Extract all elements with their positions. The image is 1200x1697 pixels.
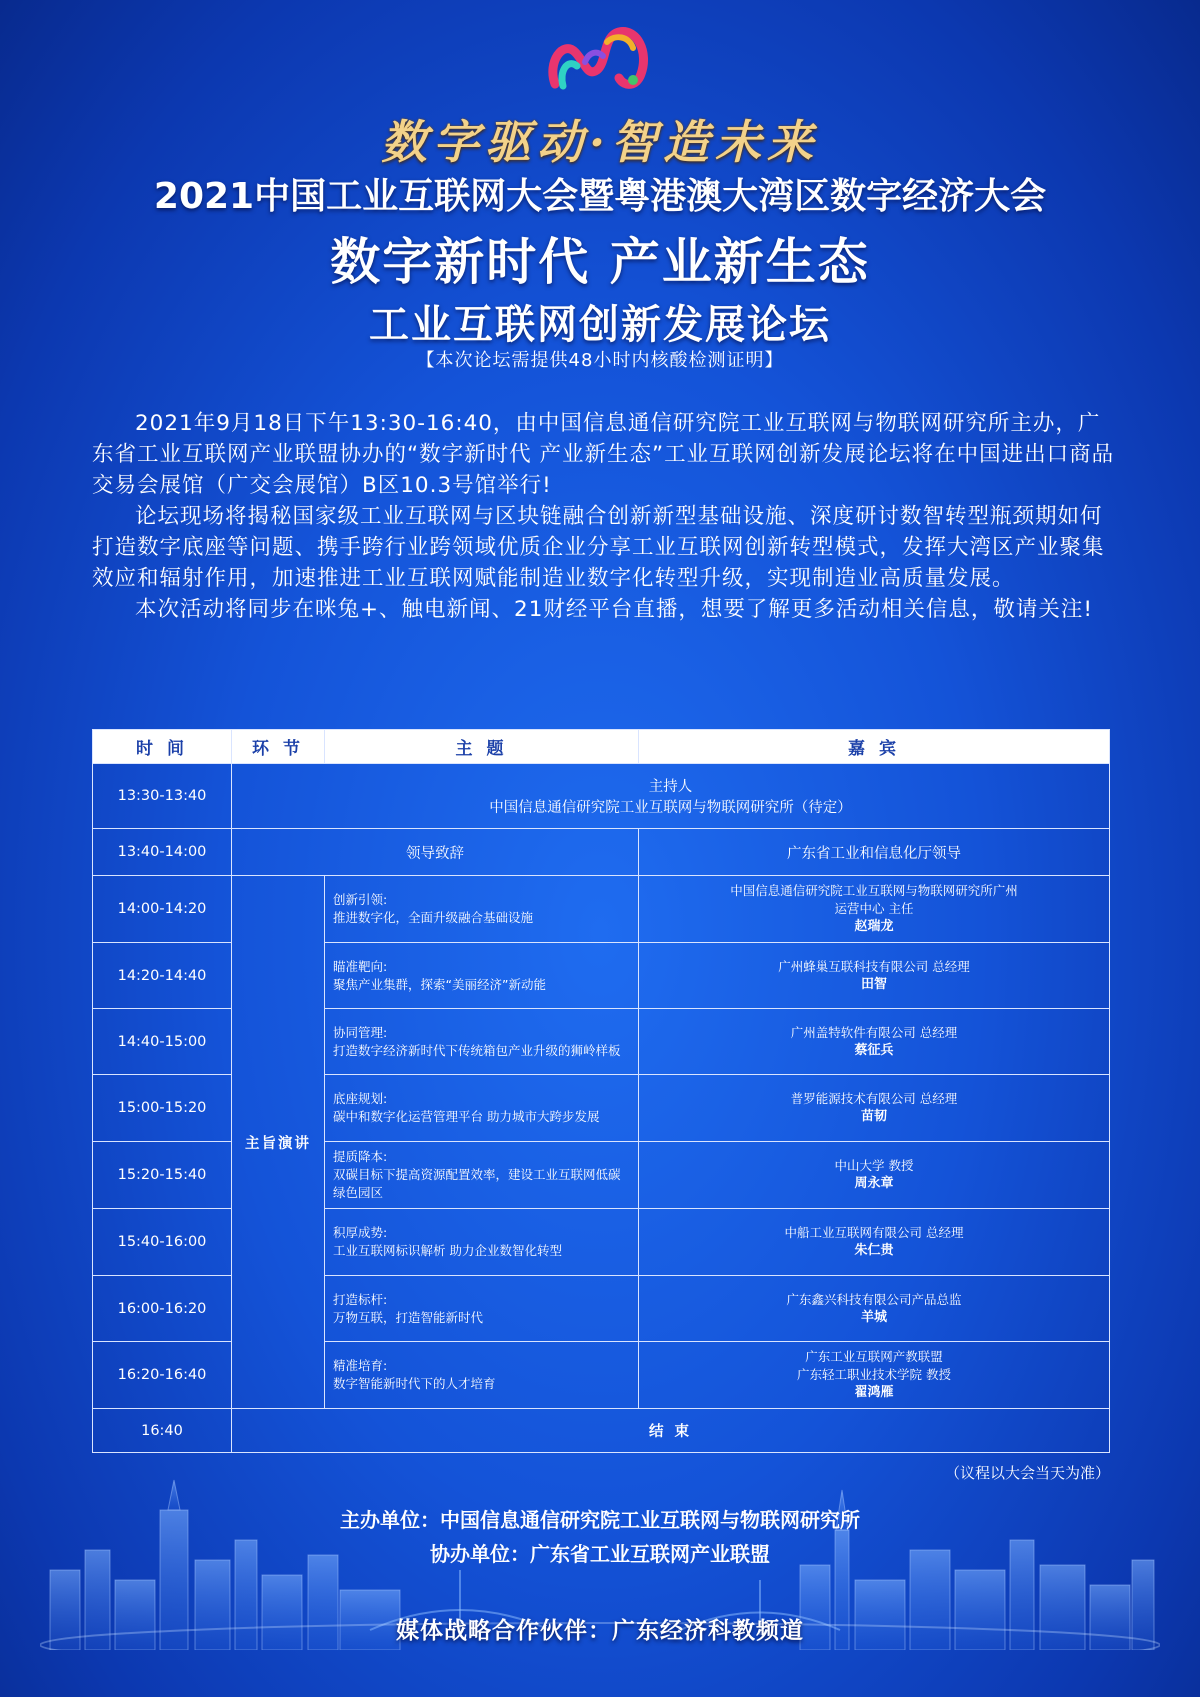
- forum-theme: 数字新时代 产业新生态: [330, 233, 870, 291]
- topic-title: 瞄准靶向:: [333, 958, 388, 974]
- topic-cell: [325, 1342, 639, 1409]
- conference-title: 2021中国工业互联网大会暨粤港澳大湾区数字经济大会: [153, 176, 1047, 217]
- intro-paragraph: 本次活动将同步在咪兔+、触电新闻、21财经平台直播，想要了解更多活动相关信息，敬请关注!: [135, 597, 1093, 622]
- header-time: 时 间: [93, 730, 232, 764]
- topic-title: 打造标杆:: [333, 1291, 388, 1307]
- table-header-row: [93, 730, 1110, 764]
- keynote-session: 主旨演讲: [232, 876, 325, 1409]
- guest-name: 周永章: [854, 1176, 894, 1191]
- topic-desc: 数字智能新时代下的人才培育: [333, 1376, 496, 1391]
- guest-org: 中山大学 教授: [834, 1158, 914, 1173]
- time-cell: 13:30-13:40: [93, 764, 232, 829]
- topic-cell: [325, 1142, 639, 1209]
- guest-org: 广东鑫兴科技有限公司产品总监: [786, 1291, 962, 1307]
- time-cell: 14:20-14:40: [93, 943, 232, 1009]
- topic-desc: 工业互联网标识解析 助力企业数智化转型: [333, 1243, 562, 1258]
- topic-cell: [325, 1075, 639, 1142]
- time-cell: 16:20-16:40: [93, 1342, 232, 1409]
- guest-cell: [639, 1209, 1110, 1276]
- topic-desc: 碳中和数字化运营管理平台 助力城市大跨步发展: [333, 1109, 600, 1124]
- speech-guest: 广东省工业和信息化厅领导: [639, 829, 1110, 876]
- host-cell: [232, 764, 1110, 829]
- organizer: 主办单位：中国信息通信研究院工业互联网与物联网研究所: [340, 1508, 860, 1532]
- topic-cell: [325, 1209, 639, 1276]
- forum-title: 工业互联网创新发展论坛: [369, 302, 831, 348]
- guest-org: 广东工业互联网产教联盟 广东轻工职业技术学院 教授: [797, 1349, 951, 1382]
- time-cell: 15:00-15:20: [93, 1075, 232, 1142]
- intro-text: [92, 408, 1122, 625]
- time-cell: 14:40-15:00: [93, 1009, 232, 1075]
- intro-paragraph: 2021年9月18日下午13:30-16:40，由中国信息通信研究院工业互联网与物联网研究所主办，广东省工业互联网产业联盟协办的“数字新时代 产业新生态”工业互联网创新发展论坛将在中国进出口商品交易会展馆（广交会展馆）B区10.3号馆举行!: [92, 411, 1115, 498]
- topic-title: 底座规划:: [333, 1091, 388, 1106]
- header-guest: 嘉 宾: [639, 730, 1110, 764]
- guest-org: 广州盖特软件有限公司 总经理: [790, 1024, 958, 1040]
- agenda-note: （议程以大会当天为准）: [944, 1464, 1110, 1482]
- guest-cell: [639, 1075, 1110, 1142]
- topic-desc: 推进数字化，全面升级融合基础设施: [333, 910, 534, 925]
- topic-cell: [325, 943, 639, 1009]
- guest-org: 广州蜂巢互联科技有限公司 总经理: [778, 958, 970, 974]
- guest-cell: [639, 876, 1110, 943]
- time-cell: 16:40: [93, 1409, 232, 1453]
- topic-cell: [325, 1009, 639, 1075]
- guest-cell: [639, 1276, 1110, 1342]
- co-organizer: 协办单位：广东省工业互联网产业联盟: [430, 1542, 770, 1566]
- time-cell: 16:00-16:20: [93, 1276, 232, 1342]
- topic-title: 精准培育:: [333, 1358, 388, 1373]
- guest-name: 翟鸿雁: [854, 1385, 894, 1400]
- media-partner: 媒体战略合作伙伴：广东经济科教频道: [396, 1618, 804, 1644]
- topic-desc: 双碳目标下提高资源配置效率，建设工业互联网低碳绿色园区: [333, 1167, 621, 1200]
- guest-name: 苗韧: [860, 1109, 887, 1124]
- guest-cell: [639, 1342, 1110, 1409]
- topic-desc: 万物互联，打造智能新时代: [333, 1309, 484, 1325]
- time-cell: 15:20-15:40: [93, 1142, 232, 1209]
- guest-name: 朱仁贵: [854, 1243, 894, 1258]
- topic-cell: [325, 876, 639, 943]
- guest-org: 中船工业互联网有限公司 总经理: [784, 1225, 964, 1240]
- agenda-table: [92, 729, 1110, 1453]
- speech-topic: 领导致辞: [232, 829, 639, 876]
- guest-name: 蔡征兵: [854, 1042, 894, 1058]
- topic-title: 积厚成势:: [333, 1225, 388, 1240]
- table-row: [93, 829, 1110, 876]
- slogan: 数字驱动·智造未来: [380, 115, 819, 169]
- table-row: [93, 1409, 1110, 1453]
- guest-org: 中国信息通信研究院工业互联网与物联网研究所广州运营中心 主任: [730, 883, 1018, 916]
- guest-cell: [639, 1142, 1110, 1209]
- host-label: 主持人: [648, 779, 693, 795]
- guest-name: 田智: [860, 976, 887, 992]
- guest-name: 赵瑞龙: [854, 919, 894, 934]
- topic-cell: [325, 1276, 639, 1342]
- topic-title: 提质降本:: [333, 1149, 388, 1164]
- guest-org: 普罗能源技术有限公司 总经理: [790, 1091, 958, 1106]
- host-org: 中国信息通信研究院工业互联网与物联网研究所（待定）: [489, 800, 852, 816]
- guest-cell: [639, 943, 1110, 1009]
- conference-logo: [545, 22, 655, 100]
- intro-paragraph: 论坛现场将揭秘国家级工业互联网与区块链融合创新新型基础设施、深度研讨数智转型瓶颈期如何打造数字底座等问题、携手跨行业跨领域优质企业分享工业互联网创新转型模式，发挥大湾区产业聚集效应和辐射作用，加速推进工业互联网赋能制造业数字化转型升级，实现制造业高质量发展。: [92, 504, 1105, 591]
- time-cell: 15:40-16:00: [93, 1209, 232, 1276]
- table-row: [93, 764, 1110, 829]
- time-cell: 14:00-14:20: [93, 876, 232, 943]
- covid-notice: 【本次论坛需提供48小时内核酸检测证明】: [416, 350, 784, 371]
- topic-desc: 打造数字经济新时代下传统箱包产业升级的狮岭样板: [333, 1042, 621, 1058]
- topic-title: 协同管理:: [333, 1024, 388, 1040]
- time-cell: 13:40-14:00: [93, 829, 232, 876]
- topic-title: 创新引领:: [333, 892, 388, 907]
- guest-cell: [639, 1009, 1110, 1075]
- guest-name: 羊城: [860, 1309, 887, 1325]
- header-topic: 主 题: [325, 730, 639, 764]
- end-cell: 结 束: [232, 1409, 1110, 1453]
- header-session: 环 节: [232, 730, 325, 764]
- topic-desc: 聚焦产业集群，探索“美丽经济”新动能: [333, 976, 546, 992]
- table-row: [93, 876, 1110, 943]
